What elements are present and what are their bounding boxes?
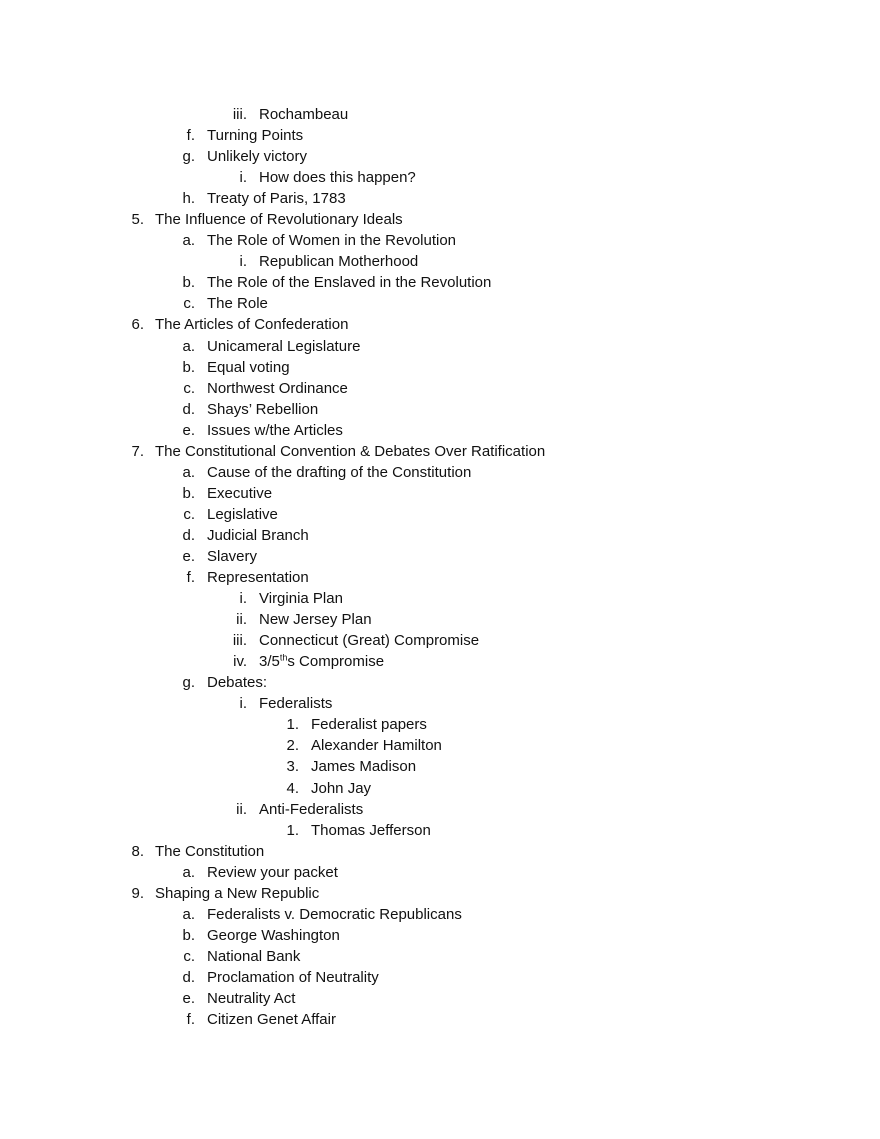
item-text: Equal voting	[207, 358, 290, 376]
outline-section	[0, 441, 880, 462]
outline-item	[0, 778, 880, 799]
outline-item	[0, 188, 880, 209]
item-text: The Role of Women in the Revolution	[207, 232, 457, 250]
item-marker: 1.	[286, 821, 299, 839]
item-text: How does this happen?	[259, 169, 416, 187]
section-title: The Constitution	[155, 842, 265, 860]
item-text: Cause of the drafting of the Constitution	[207, 463, 472, 481]
outline-item	[0, 735, 880, 756]
item-text: Connecticut (Great) Compromise	[259, 632, 480, 650]
item-text: Federalist papers	[311, 716, 427, 734]
outline-item	[0, 272, 880, 293]
section-number: 9.	[131, 884, 144, 902]
outline-item	[0, 146, 880, 167]
outline-item	[0, 420, 880, 441]
outline-section	[0, 883, 880, 904]
section-title: The Articles of Confederation	[155, 316, 349, 334]
item-marker: ii.	[236, 800, 247, 818]
item-marker: f.	[186, 127, 195, 145]
item-marker: c.	[183, 295, 195, 313]
item-marker: i.	[239, 590, 247, 608]
item-marker: c.	[183, 379, 195, 397]
outline-item	[0, 336, 880, 357]
item-text: Representation	[207, 569, 309, 587]
item-text: Citizen Genet Affair	[207, 1011, 336, 1029]
item-text: Republican Motherhood	[259, 253, 419, 271]
item-text: Turning Points	[207, 127, 304, 145]
outline-section	[0, 314, 880, 335]
item-marker: i.	[239, 695, 247, 713]
item-text-before: 3/5	[259, 653, 280, 671]
item-text-after: s Compromise	[287, 653, 385, 671]
outline-item	[0, 988, 880, 1009]
item-marker: c.	[183, 505, 195, 523]
item-marker: i.	[239, 253, 247, 271]
section-title: Shaping a New Republic	[155, 884, 320, 902]
item-text: Federalists	[259, 695, 333, 713]
item-marker: a.	[182, 232, 195, 250]
item-marker: 2.	[286, 737, 299, 755]
item-marker: iii.	[232, 106, 247, 123]
section-number: 8.	[131, 842, 144, 860]
item-text: Alexander Hamilton	[311, 737, 442, 755]
outline-item	[0, 525, 880, 546]
item-marker: f.	[186, 569, 195, 587]
outline-item	[0, 567, 880, 588]
item-marker: e.	[182, 989, 195, 1007]
outline-section	[0, 209, 880, 230]
item-text: Legislative	[207, 505, 278, 523]
outline-item	[0, 756, 880, 777]
item-text: Review your packet	[207, 863, 338, 881]
item-marker: h.	[182, 190, 195, 208]
item-text: Rochambeau	[259, 106, 349, 123]
outline-item	[0, 967, 880, 988]
item-marker: a.	[182, 337, 195, 355]
superscript-th: th	[279, 652, 288, 663]
item-text: Debates:	[207, 674, 268, 692]
section-number: 5.	[131, 211, 144, 229]
item-marker: e.	[182, 547, 195, 565]
item-text: Executive	[207, 484, 273, 502]
item-marker: iv.	[233, 653, 247, 671]
item-text: National Bank	[207, 947, 301, 965]
item-text	[259, 651, 384, 672]
item-text: The Role of the Enslaved in the Revolution	[207, 274, 492, 292]
item-text: John Jay	[311, 779, 372, 797]
item-marker: d.	[182, 400, 195, 418]
outline-item	[0, 609, 880, 630]
outline-item	[0, 167, 880, 188]
section-title: The Constitutional Convention & Debates Over Ratification	[155, 442, 546, 460]
outline-item	[0, 904, 880, 925]
item-marker: a.	[182, 905, 195, 923]
section-number: 7.	[131, 442, 144, 460]
outline-item	[0, 546, 880, 567]
item-marker: c.	[183, 947, 195, 965]
item-marker: d.	[182, 968, 195, 986]
item-text: New Jersey Plan	[259, 611, 372, 629]
item-text: Treaty of Paris, 1783	[207, 190, 346, 208]
outline-item	[0, 483, 880, 504]
outline-item	[0, 399, 880, 420]
item-marker: b.	[182, 274, 195, 292]
item-marker: iii.	[232, 632, 247, 650]
outline-item	[0, 504, 880, 525]
item-marker: 3.	[286, 758, 299, 776]
item-marker: a.	[182, 863, 195, 881]
item-text: George Washington	[207, 926, 340, 944]
item-text: Shays’ Rebellion	[207, 400, 319, 418]
outline-item	[0, 714, 880, 735]
outline-item	[0, 293, 880, 314]
section-title: The Influence of Revolutionary Ideals	[155, 211, 403, 229]
item-text: Neutrality Act	[207, 989, 296, 1007]
item-text: Issues w/the Articles	[207, 421, 343, 439]
outline-item	[0, 651, 880, 672]
outline-item	[0, 820, 880, 841]
item-text: Unicameral Legislature	[207, 337, 361, 355]
item-marker: a.	[182, 463, 195, 481]
outline-item	[0, 125, 880, 146]
outline-item	[0, 946, 880, 967]
item-text: Federalists v. Democratic Republicans	[207, 905, 462, 923]
item-marker: b.	[182, 484, 195, 502]
item-marker: g.	[182, 674, 195, 692]
item-text: Unlikely victory	[207, 148, 308, 166]
item-text: Judicial Branch	[207, 526, 309, 544]
item-marker: i.	[239, 169, 247, 187]
outline-item	[0, 251, 880, 272]
outline-item	[0, 672, 880, 693]
item-text: Northwest Ordinance	[207, 379, 348, 397]
item-marker: f.	[186, 1011, 195, 1029]
item-text: James Madison	[311, 758, 417, 776]
course-outline	[0, 104, 880, 1030]
item-text: Thomas Jefferson	[311, 821, 431, 839]
outline-item	[0, 925, 880, 946]
outline-item	[0, 230, 880, 251]
outline-item	[0, 630, 880, 651]
item-text: The Role	[207, 295, 268, 313]
section-number: 6.	[131, 316, 144, 334]
outline-item	[0, 799, 880, 820]
item-text: Proclamation of Neutrality	[207, 968, 379, 986]
item-text: Anti-Federalists	[259, 800, 364, 818]
outline-item	[0, 1009, 880, 1030]
outline-item	[0, 862, 880, 883]
outline-item	[0, 378, 880, 399]
item-marker: 4.	[286, 779, 299, 797]
item-text: Virginia Plan	[259, 590, 343, 608]
outline-item	[0, 357, 880, 378]
item-marker: b.	[182, 926, 195, 944]
outline-item	[0, 104, 880, 125]
item-marker: b.	[182, 358, 195, 376]
item-marker: 1.	[286, 716, 299, 734]
item-marker: g.	[182, 148, 195, 166]
item-marker: ii.	[236, 611, 247, 629]
outline-item	[0, 588, 880, 609]
item-text: Slavery	[207, 547, 258, 565]
outline-item	[0, 693, 880, 714]
outline-section	[0, 841, 880, 862]
item-marker: d.	[182, 526, 195, 544]
item-marker: e.	[182, 421, 195, 439]
outline-item	[0, 462, 880, 483]
